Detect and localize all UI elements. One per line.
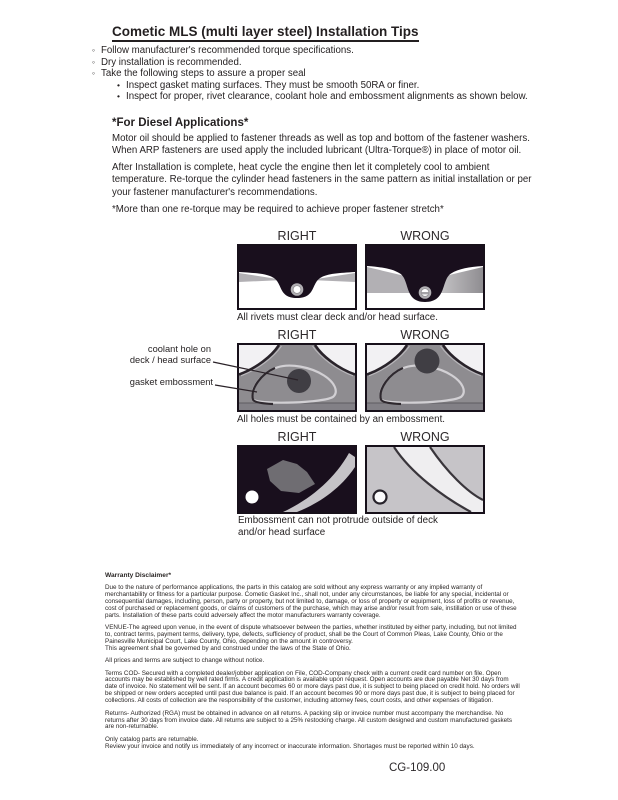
warranty-paragraph: This agreement shall be governed by and construed under the laws of the State of Ohio. — [105, 644, 351, 652]
coolant-hole-icon — [415, 349, 440, 374]
bullet-icon: ◦ — [92, 68, 96, 79]
pair3-caption — [238, 515, 518, 538]
list-item — [92, 57, 592, 69]
warranty-paragraph: Terms COD- Secured with a completed dealer/jobber application on File, COD-Company check with a current credit card number on file. Open accounts may be established by well rated firms. A credit application is available upon request. Open accounts are due payable Net 30 days from date of invoice. No statement will be sent. If an account becomes 60 or more days past due, it is subject to being placed on credit hold. No orders will be shipped or new orders accepted until past due balance is paid. If an account becomes 90 or more days past due, it is subject to being placed for collections. All costs of collection are the responsibility of the customer, including attorney fees, court costs, and other expenses of litigation. — [105, 669, 520, 705]
deck-edge-right-diagram — [237, 445, 357, 514]
callout-line: coolant hole on — [147, 344, 211, 354]
embossment-wrong-drawing — [367, 345, 483, 410]
pair1-wrong-label: WRONG — [400, 229, 450, 243]
list-item — [117, 91, 592, 103]
bullet-icon: • — [117, 79, 120, 90]
bullet-text: Take the following steps to assure a proper seal — [101, 68, 306, 80]
bullet-text: Inspect for proper, rivet clearance, coolant hole and embossment alignments as shown below. — [126, 91, 528, 103]
rivet-right-diagram — [237, 244, 357, 310]
callout-leader-lines — [110, 340, 305, 400]
bullet-text: Inspect gasket mating surfaces. They must be smooth 50RA or finer. — [126, 79, 420, 91]
page-code: CG-109.00 — [389, 762, 446, 774]
page-title: Cometic MLS (multi layer steel) Installation Tips — [112, 24, 419, 42]
pair2-caption: All holes must be contained by an embossment. — [237, 414, 446, 425]
caption-line: and/or head surface — [238, 526, 326, 538]
pair2-right-label: RIGHT — [277, 328, 317, 342]
diesel-paragraph: Motor oil should be applied to fastener threads as well as top and bottom of the fastener washers. When ARP fasteners are used apply the included lubricant (Ultra-Torque®) in place of motor oil. — [112, 133, 530, 157]
bolt-hole-icon — [374, 491, 387, 504]
rivet-right-drawing — [239, 246, 355, 308]
bullet-text: Follow manufacturer's recommended torque specifications. — [101, 45, 354, 56]
bolt-hole-icon — [246, 491, 259, 504]
pair2-wrong-label: WRONG — [400, 328, 450, 342]
pair3-wrong-label: WRONG — [400, 430, 450, 444]
bullet-text: Dry installation is recommended. — [101, 56, 242, 68]
bullet-icon: ◦ — [92, 45, 96, 55]
pair3-right-label: RIGHT — [277, 430, 317, 444]
gasket-embossment-callout: gasket embossment — [129, 377, 213, 387]
warranty-paragraph: Only catalog parts are returnable. — [105, 735, 199, 743]
list-item — [92, 68, 592, 80]
bullet-icon: • — [117, 91, 120, 102]
caption-line: Embossment can not protrude outside of deck — [238, 515, 438, 526]
callout-line: deck / head surface — [129, 354, 211, 365]
warranty-paragraph: Review your invoice and notify us immediately of any incorrect or inaccurate information. Shortages must be reported within 10 days. — [105, 742, 475, 750]
rivet-wrong-diagram — [365, 244, 485, 310]
warranty-heading: Warranty Disclaimer* — [105, 572, 172, 579]
deck-edge-wrong-drawing — [367, 447, 483, 512]
warranty-paragraph: Due to the nature of performance applications, the parts in this catalog are sold without any express warranty or any implied warranty of merchantability or fitness for a particular purpose. Cometic Gasket Inc., shall not, under any circumstances, be liable for any special, incidental or consequential damages, including, person, party or property, but not limited to, damage, or loss of property or equipment, loss of profits or revenue, cost of purchased or replacement goods, or claims of customers of the purchase, which may arise and/or result from sale, instillation or use of these parts. Installation of these parts could adversely affect the motor manufacturers warranty coverage. — [105, 584, 517, 619]
warranty-paragraph: VENUE-The agreed upon venue, in the event of dispute whatsoever between the parties, whether instituted by either party, including, but not limited to, contract terms, payment terms, delivery, type, defects, sufficiency of product, shall be the Court of Common Pleas, Lake County, Ohio or the Painesville Municipal Court, Lake County, Ohio, depending on the amount in controversy. — [105, 624, 517, 645]
warranty-paragraph: All prices and terms are subject to change without notice. — [105, 657, 265, 665]
list-item — [117, 80, 592, 92]
pair1-right-label: RIGHT — [277, 229, 317, 243]
warranty-disclaimer — [105, 572, 521, 751]
deck-edge-wrong-diagram — [365, 445, 485, 514]
diesel-applications-heading: *For Diesel Applications* — [112, 117, 249, 129]
list-item — [92, 45, 592, 57]
installation-tips-list — [92, 45, 592, 103]
pair1-caption: All rivets must clear deck and/or head surface. — [237, 312, 438, 323]
bullet-icon: ◦ — [92, 56, 96, 67]
retorque-paragraph: After Installation is complete, heat cycle the engine then let it completely cool to ambient temperature. Re-torque the cylinder head fasteners in the same pattern as initial installation or per your fastener manufacturer's recommendations. — [112, 162, 532, 198]
retorque-note: *More than one re-torque may be required to achieve proper fastener stretch* — [112, 204, 444, 215]
warranty-paragraph: Returns- Authorized (RGA) must be obtained in advance on all returns. A packing slip or invoice number must accompany the merchandise. No returns after 30 days from invoice date. All returns are subject to a 25% restocking charge. All custom designed and custom manufactured gaskets are non-returnable. — [105, 709, 513, 731]
deck-edge-right-drawing — [239, 447, 355, 512]
embossment-wrong-diagram — [365, 343, 485, 412]
rivet-wrong-drawing — [367, 246, 483, 308]
